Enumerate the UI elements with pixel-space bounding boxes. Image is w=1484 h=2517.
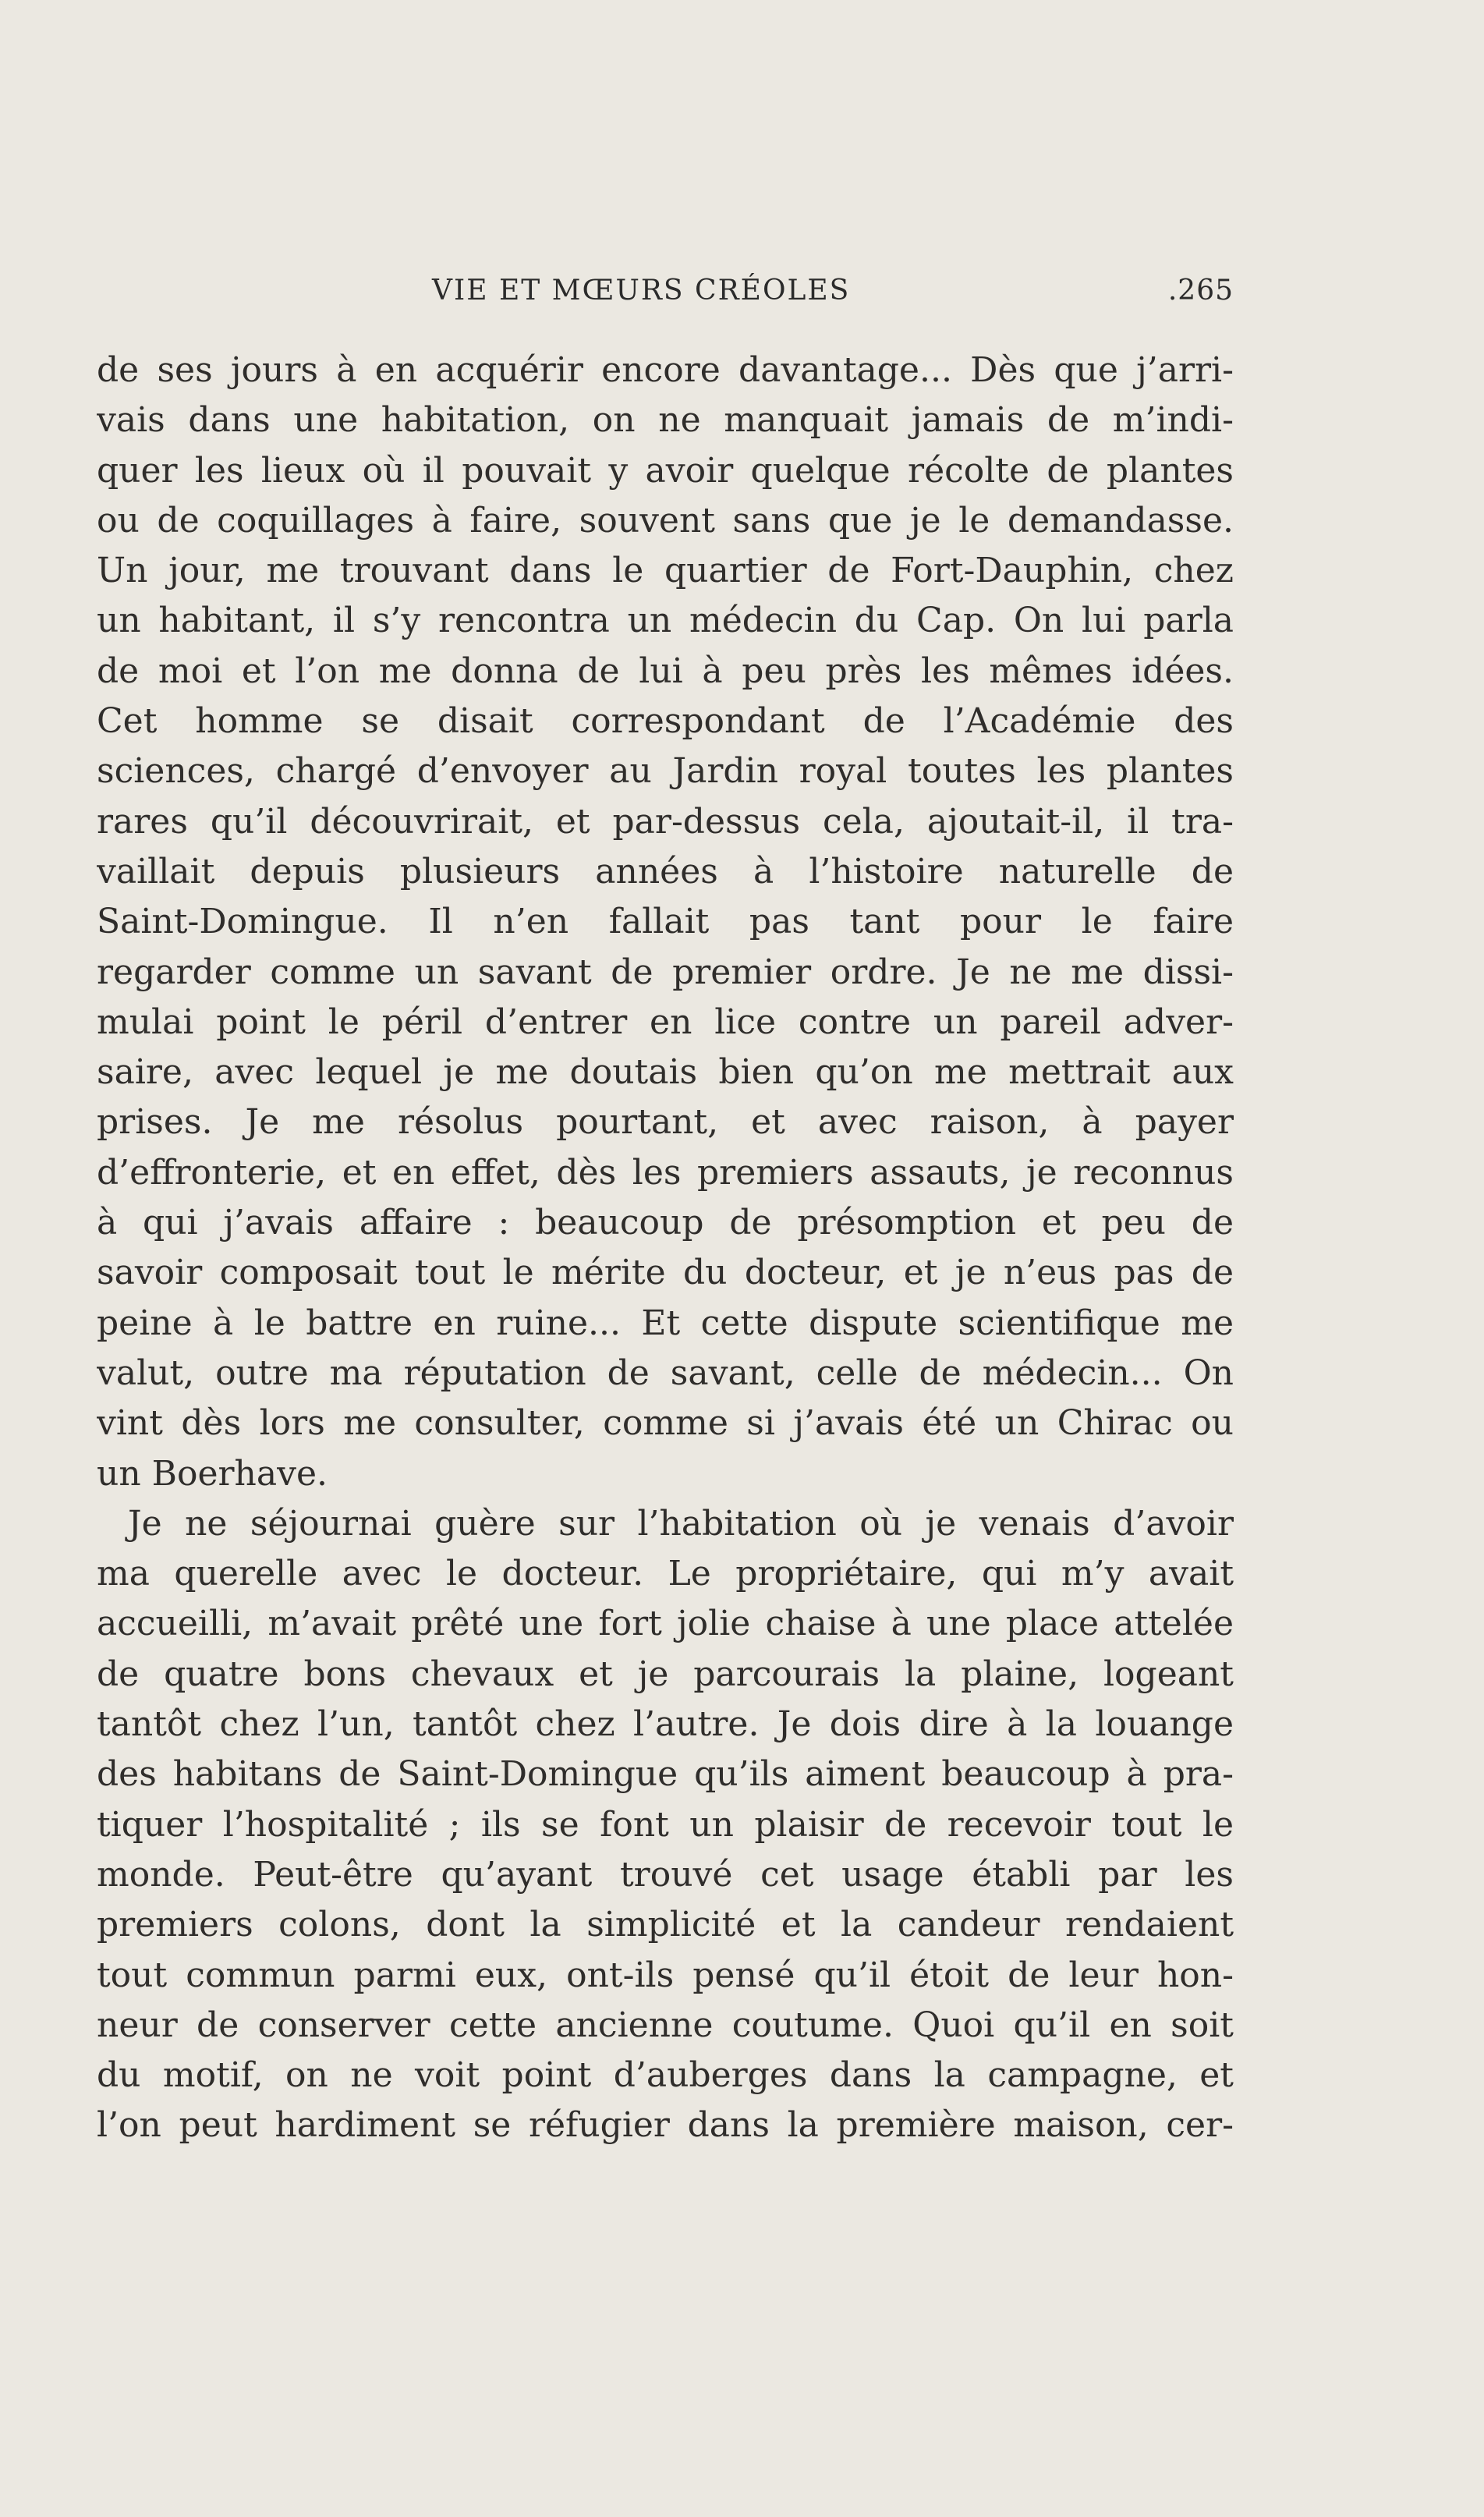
text-line: regarder comme un savant de premier ordre. Je ne me dissi- [97,952,1234,992]
text-line: peine à le battre en ruine... Et cette dispute scientifique me [97,1303,1234,1343]
text-line: tantôt chez l’un, tantôt chez l’autre. Je dois dire à la louange [97,1704,1234,1745]
text-line: savoir composait tout le mérite du docteur, et je n’eus pas de [97,1253,1234,1293]
text-line: neur de conserver cette ancienne coutume. Quoi qu’il en soit [97,2005,1234,2045]
text-line: vais dans une habitation, on ne manquait jamais de m’indi- [97,400,1234,441]
text-line: de moi et l’on me donna de lui à peu près les mêmes idées. [97,651,1234,691]
text-line: prises. Je me résolus pourtant, et avec raison, à payer [97,1102,1234,1143]
text-line: Cet homme se disait correspondant de l’Académie des [97,701,1234,742]
text-line: des habitans de Saint-Domingue qu’ils aiment beaucoup à pra- [97,1754,1234,1795]
text-line: saire, avec lequel je me doutais bien qu’on me mettrait aux [97,1052,1234,1093]
body-text [97,346,1234,2151]
text-line: Je ne séjournai guère sur l’habitation où je venais d’avoir [128,1503,1234,1544]
text-line: ou de coquillages à faire, souvent sans que je le demandasse. [97,500,1234,541]
text-line: vaillait depuis plusieurs années à l’histoire naturelle de [97,851,1234,892]
page-header [97,275,1234,314]
text-line: valut, outre ma réputation de savant, celle de médecin... On [97,1352,1234,1393]
text-line: accueilli, m’avait prêté une fort jolie chaise à une place attelée [97,1604,1234,1644]
text-line: un habitant, il s’y rencontra un médecin du Cap. On lui parla [97,601,1234,641]
text-line: vint dès lors me consulter, comme si j’avais été un Chirac ou [97,1403,1234,1444]
text-line: d’effronterie, et en effet, dès les premiers assauts, je reconnus [97,1152,1234,1193]
text-line: à qui j’avais affaire : beaucoup de présomption et peu de [97,1203,1234,1243]
running-title: VIE ET MŒURS CRÉOLES [432,275,851,307]
text-line: quer les lieux où il pouvait y avoir quelque récolte de plantes [97,450,1234,491]
text-line: ma querelle avec le docteur. Le propriétaire, qui m’y avait [97,1554,1234,1594]
text-line: tiquer l’hospitalité ; ils se font un plaisir de recevoir tout le [97,1804,1234,1845]
text-line: tout commun parmi eux, ont-ils pensé qu’il étoit de leur hon- [97,1955,1234,1995]
text-line: mulai point le péril d’entrer en lice contre un pareil adver- [97,1001,1234,1042]
text-line: monde. Peut-être qu’ayant trouvé cet usage établi par les [97,1854,1234,1895]
text-line: sciences, chargé d’envoyer au Jardin royal toutes les plantes [97,751,1234,792]
text-line: du motif, on ne voit point d’auberges dans la campagne, et [97,2055,1234,2096]
text-line: Saint-Domingue. Il n’en fallait pas tant pour le faire [97,902,1234,942]
text-line: Un jour, me trouvant dans le quartier de Fort-Dauphin, chez [97,551,1234,591]
text-line: rares qu’il découvrirait, et par-dessus cela, ajoutait-il, il tra- [97,801,1234,842]
text-line: un Boerhave. [97,1453,328,1494]
text-line: l’on peut hardiment se réfugier dans la première maison, cer- [97,2105,1234,2146]
page-number: .265 [1167,275,1234,307]
text-line: de quatre bons chevaux et je parcourais la plaine, logeant [97,1654,1234,1694]
text-line: premiers colons, dont la simplicité et la candeur rendaient [97,1905,1234,1945]
text-line: de ses jours à en acquérir encore davantage... Dès que j’arri- [97,350,1234,390]
